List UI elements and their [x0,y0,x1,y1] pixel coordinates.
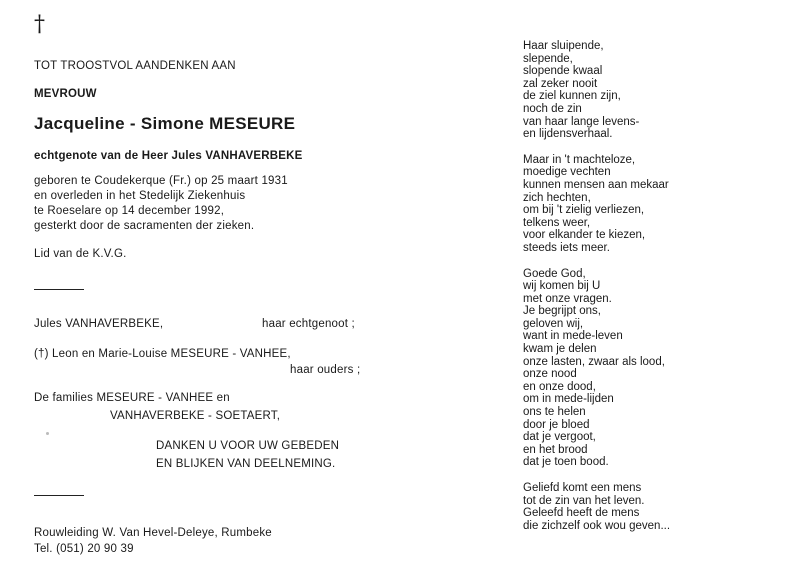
poem-line: en het brood [523,443,588,456]
title-text: MEVROUW [34,88,97,100]
poem-line: zich hechten, [523,191,591,204]
families-line-2: VANHAVERBEKE - SOETAERT, [110,410,281,422]
families-line-1: De families MESEURE - VANHEE en [34,392,230,404]
deceased-name: Jacqueline - Simone MESEURE [34,114,296,133]
membership-text: Lid van de K.V.G. [34,248,127,260]
bio-line-3: te Roeselare op 14 december 1992, [34,205,225,217]
cross-icon: † [34,12,45,37]
poem-stanza-3 [523,268,670,470]
poem-stanza-4 [523,482,670,532]
spouse-line: echtgenote van de Heer Jules VANHAVERBEKE [34,150,303,162]
poem-line: om bij 't zielig verliezen, [523,204,645,217]
poem-line: Goede God, [523,267,586,280]
poem-line: die zichzelf ook wou geven... [523,519,671,532]
parents-name: (†) Leon en Marie-Louise MESEURE - VANHEE, [34,348,291,360]
poem-line: Maar in 't machteloze, [523,153,636,166]
bio-line-4: gesterkt door de sacramenten der zieken. [34,220,255,232]
poem-line: van haar lange levens- [523,115,640,128]
poem-line: geloven wij, [523,317,584,330]
poem-line: voor elkander te kiezen, [523,229,646,242]
poem-line: en lijdensverhaal. [523,128,613,141]
poem-line: kunnen mensen aan mekaar [523,178,669,191]
poem-line: met onze vragen. [523,292,612,305]
poem-line: Je begrijpt ons, [523,305,601,318]
poem-line: ons te helen [523,406,586,419]
poem-line: wij komen bij U [523,280,601,293]
poem-line: zal zeker nooit [523,77,598,90]
poem-line: Geleefd heeft de mens [523,507,640,520]
poem-line: onze nood [523,368,577,381]
husband-name: Jules VANHAVERBEKE, [34,318,164,330]
poem-line: slopende kwaal [523,65,603,78]
poem-line: onze lasten, zwaar als lood, [523,355,665,368]
poem-line: kwam je delen [523,343,597,356]
poem-line: steeds iets meer. [523,241,610,254]
undertaker-text: Rouwleiding W. Van Hevel-Deleye, Rumbeke [34,527,272,539]
poem-stanza-2 [523,154,670,255]
phone-text: Tel. (051) 20 90 39 [34,543,134,555]
poem-line: Haar sluipende, [523,40,604,52]
poem-line: en onze dood, [523,380,596,393]
poem-line: dat je toen bood. [523,456,609,469]
poem-line: Geliefd komt een mens [523,482,642,494]
poem-line: om in mede-lijden [523,393,614,406]
poem-line: tot de zin van het leven. [523,494,645,507]
poem-line: door je bloed [523,418,590,431]
divider-2 [34,495,84,496]
husband-role: haar echtgenoot ; [262,318,355,330]
intro-text: TOT TROOSTVOL AANDENKEN AAN [34,60,236,72]
poem-line: de ziel kunnen zijn, [523,90,621,103]
speck-mark [46,432,49,435]
poem-stanza-1 [523,40,670,141]
poem [523,40,670,545]
poem-line: noch de zin [523,102,582,115]
thanks-line-1: DANKEN U VOOR UW GEBEDEN [156,440,340,452]
bio-line-2: en overleden in het Stedelijk Ziekenhuis [34,190,246,202]
divider-1 [34,289,84,290]
poem-line: telkens weer, [523,216,591,229]
parents-role: haar ouders ; [290,364,361,376]
poem-line: want in mede-leven [523,330,623,343]
poem-line: dat je vergoot, [523,431,596,444]
poem-line: moedige vechten [523,166,611,179]
thanks-line-2: EN BLIJKEN VAN DEELNEMING. [156,458,336,470]
poem-line: slepende, [523,52,573,65]
bio-line-1: geboren te Coudekerque (Fr.) op 25 maart 1931 [34,175,288,187]
